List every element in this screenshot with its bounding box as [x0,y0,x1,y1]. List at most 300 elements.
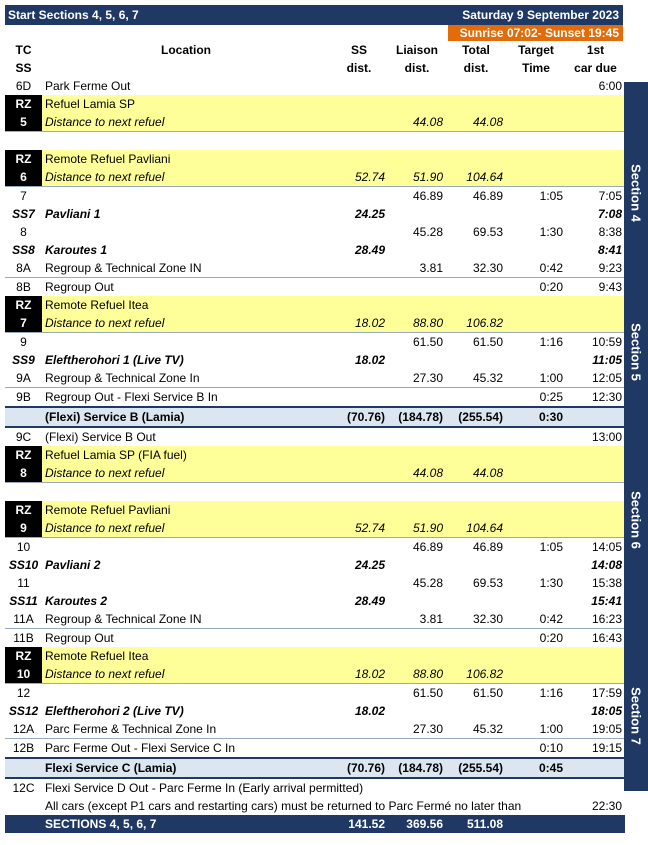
first-car-due-cell: 7:08 [597,207,622,221]
location-cell: Park Ferme Out [45,79,131,93]
first-car-due-cell [566,501,625,519]
first-car-due-cell [566,296,625,314]
total-dist-cell [446,739,506,759]
liaison-dist-cell: (184.78) [388,407,446,427]
target-time-cell: 1:16 [506,684,566,703]
header-bar [5,5,623,25]
tc-cell: 8B [5,278,42,297]
table-row [5,647,625,665]
location-cell: Flexi Service D Out - Parc Ferme In (Early arrival permitted) [42,778,330,797]
location-cell [42,187,330,206]
total-dist-cell [446,77,506,95]
liaison-dist-cell [388,95,446,113]
total-dist-cell [446,556,506,574]
liaison-dist-cell [388,132,446,151]
first-car-due-cell [566,113,625,132]
target-time-cell [506,113,566,132]
first-car-due-cell: 13:00 [566,427,625,446]
total-dist-cell [446,296,506,314]
liaison-dist-cell: 27.30 [412,722,443,736]
tc-cell: 8 [5,464,42,483]
ss-dist-cell: 28.49 [354,243,385,257]
tc-cell: 9 [5,519,42,538]
location-cell: Eleftherohori 2 (Live TV) [45,704,184,718]
first-car-due-cell [566,150,625,168]
total-dist-cell: 69.53 [472,225,503,239]
table-row [5,720,625,739]
total-dist-cell [446,647,506,665]
total-dist-cell: 106.82 [446,314,506,333]
table-row [5,77,625,95]
target-time-cell [506,501,566,519]
table-row [5,629,625,648]
ss-dist-cell [330,333,388,352]
first-car-due-cell [566,647,625,665]
location-cell: Remote Refuel Pavliani [42,150,330,168]
tc-cell: RZ [5,446,42,464]
target-time-cell [506,77,566,95]
ss-dist-cell [330,720,388,739]
first-car-due-cell: 16:23 [591,612,622,626]
col-header-liaison-2: dist. [404,61,430,75]
ss-dist-cell: 24.25 [354,558,385,572]
location-cell: Regroup Out [42,278,330,297]
table-row [5,702,625,720]
tc-cell: 8A [16,261,31,275]
location-cell: (Flexi) Service B (Lamia) [42,407,330,427]
ss-dist-cell [330,132,388,151]
target-time-cell: 1:00 [539,371,563,385]
target-time-cell [506,647,566,665]
header-title: Start Sections 4, 5, 6, 7 [8,8,139,22]
target-time-cell [506,592,566,610]
table-row [5,407,625,427]
target-time-cell: 0:25 [506,388,566,408]
column-header-row-2 [5,59,625,77]
location-cell: Regroup & Technical Zone In [45,371,200,385]
table-row [5,610,625,629]
location-cell [42,684,330,703]
ss-dist-cell [330,538,388,557]
first-car-due-cell: 18:05 [591,704,622,718]
first-car-due-cell: 14:05 [566,538,625,557]
tc-cell: 12B [5,739,42,759]
table-row [5,815,625,833]
location-cell: Refuel Lamia SP (FIA fuel) [42,446,330,464]
total-dist-cell [446,150,506,168]
target-time-cell [506,296,566,314]
ss-dist-cell [330,629,388,648]
first-car-due-cell [566,815,625,833]
table-row [5,758,625,778]
target-time-cell [506,314,566,333]
location-cell [42,223,330,241]
first-car-due-cell [566,132,625,151]
tc-cell: RZ [5,95,42,113]
target-time-cell: 1:16 [506,333,566,352]
table-row [5,483,625,502]
col-header-ss: SS [350,43,367,57]
target-time-cell: 0:42 [539,612,563,626]
target-time-cell [506,205,566,223]
liaison-dist-cell: 369.56 [388,815,446,833]
location-cell: Remote Refuel Pavliani [42,501,330,519]
ss-dist-cell: 24.25 [354,207,385,221]
total-dist-cell [446,501,506,519]
table-row [5,739,625,759]
target-time-cell [506,464,566,483]
first-car-due-cell: 22:30 [591,799,622,813]
liaison-dist-cell [388,702,446,720]
liaison-dist-cell: 88.80 [388,314,446,333]
ss-dist-cell: 52.74 [330,519,388,538]
tc-cell: 7 [5,187,42,206]
total-dist-cell: 61.50 [446,333,506,352]
ss-dist-cell [330,95,388,113]
tc-cell: SS8 [12,243,35,257]
table-row [5,241,625,259]
first-car-due-cell: 16:43 [566,629,625,648]
ss-dist-cell [330,574,388,592]
table-row [5,223,625,241]
location-cell: Regroup & Technical Zone IN [45,612,202,626]
target-time-cell: 0:45 [506,758,566,778]
table-row [5,205,625,223]
section-label: Section 5 [628,322,644,381]
ss-dist-cell [330,739,388,759]
location-cell: Regroup Out [42,629,330,648]
location-cell: Pavliani 1 [45,207,101,221]
ss-dist-cell: 18.02 [354,353,385,367]
table-row [5,388,625,408]
section-4-band [624,82,648,304]
table-row [5,369,625,388]
target-time-cell: 1:30 [539,576,563,590]
section-label: Section 7 [628,687,644,745]
tc-cell: RZ [5,647,42,665]
col-header-tc: TC [15,43,32,57]
table-row [5,296,625,314]
location-cell: Karoutes 1 [45,243,108,257]
liaison-dist-cell: 45.28 [412,225,443,239]
tc-cell: 11 [17,576,30,590]
first-car-due-cell [566,168,625,187]
table-row [5,150,625,168]
tc-cell: 5 [5,113,42,132]
col-header-target: Target [518,43,554,57]
tc-cell: 6 [5,168,42,187]
liaison-dist-cell [388,778,446,797]
liaison-dist-cell: 51.90 [388,168,446,187]
location-cell: (Flexi) Service B Out [42,427,330,446]
table-row [5,778,625,797]
tc-cell [5,758,42,778]
total-dist-cell: 44.08 [446,464,506,483]
total-dist-cell [446,446,506,464]
table-row [5,501,625,519]
first-car-due-cell: 15:41 [591,594,622,608]
liaison-dist-cell [388,592,446,610]
tc-cell: RZ [5,501,42,519]
total-dist-cell: 45.32 [472,722,503,736]
target-time-cell [506,519,566,538]
liaison-dist-cell: 46.89 [388,538,446,557]
liaison-dist-cell: 27.30 [412,371,443,385]
col-header-target-2: Time [522,61,550,75]
table-row [5,538,625,557]
first-car-due-cell: 9:43 [566,278,625,297]
total-dist-cell: 511.08 [446,815,506,833]
table-row [5,519,625,538]
tc-cell: 9 [5,333,42,352]
itinerary-body [5,77,625,833]
total-dist-cell: 106.82 [446,665,506,684]
tc-cell: SS10 [8,558,39,572]
first-car-due-cell [566,407,625,427]
col-header-due-2: car due [574,61,617,75]
location-cell: Distance to next refuel [42,314,330,333]
tc-cell: 12A [12,722,35,736]
table-row [5,168,625,187]
liaison-dist-cell: 44.08 [388,464,446,483]
target-time-cell [506,446,566,464]
first-car-due-cell: 11:05 [592,353,622,367]
target-time-cell [506,556,566,574]
table-row [5,427,625,446]
total-dist-cell: 46.89 [446,538,506,557]
liaison-dist-cell [388,483,446,502]
total-dist-cell [446,592,506,610]
total-dist-cell: 46.89 [446,187,506,206]
liaison-dist-cell [388,77,446,95]
liaison-dist-cell: 88.80 [388,665,446,684]
ss-dist-cell [330,464,388,483]
total-dist-cell [446,351,506,369]
total-dist-cell [446,241,506,259]
table-row [5,95,625,113]
total-dist-cell [446,629,506,648]
tc-cell: SS12 [8,704,39,718]
ss-dist-cell [330,483,388,502]
first-car-due-cell [566,519,625,538]
ss-dist-cell [330,647,388,665]
tc-cell: SS9 [12,353,35,367]
first-car-due-cell [566,314,625,333]
liaison-dist-cell [388,388,446,408]
first-car-due-cell: 6:00 [598,79,622,93]
sun-times-bar [448,25,623,41]
location-cell: Karoutes 2 [45,594,108,608]
location-cell: Pavliani 2 [45,558,101,572]
section-label: Section 6 [628,491,644,549]
location-cell: Parc Ferme & Technical Zone In [45,722,217,736]
table-row [5,592,625,610]
total-dist-cell: (255.54) [446,758,506,778]
liaison-dist-cell [388,739,446,759]
tc-cell: 6D [15,79,32,93]
location-cell: Regroup & Technical Zone IN [45,261,202,275]
location-cell: Distance to next refuel [42,168,330,187]
target-time-cell [506,665,566,684]
target-time-cell: 0:42 [539,261,563,275]
liaison-dist-cell [388,501,446,519]
location-cell: Eleftherohori 1 (Live TV) [45,353,184,367]
ss-dist-cell [330,684,388,703]
location-cell: Flexi Service C (Lamia) [42,758,330,778]
ss-dist-cell [330,610,388,629]
tc-cell: 7 [5,314,42,333]
col-header-liaison: Liaison [395,43,438,57]
ss-dist-cell: 18.02 [354,704,385,718]
header-date: Saturday 9 September 2023 [462,8,619,22]
location-cell [42,333,330,352]
total-dist-cell [446,483,506,502]
total-dist-cell [446,427,506,446]
table-row [5,333,625,352]
total-dist-cell: 32.30 [472,261,503,275]
target-time-cell [506,778,566,797]
ss-dist-cell: (70.76) [330,758,388,778]
ss-dist-cell: (70.76) [330,407,388,427]
ss-dist-cell [330,296,388,314]
liaison-dist-cell [388,296,446,314]
ss-dist-cell [330,259,388,278]
liaison-dist-cell [388,241,446,259]
first-car-due-cell [566,446,625,464]
target-time-cell [506,132,566,151]
table-row [5,187,625,206]
table-row [5,797,625,815]
location-cell: Distance to next refuel [42,113,330,132]
location-cell: Distance to next refuel [42,464,330,483]
ss-dist-cell [330,77,388,95]
liaison-dist-cell [388,647,446,665]
first-car-due-cell [566,778,625,797]
ss-dist-cell: 28.49 [354,594,385,608]
liaison-dist-cell [388,427,446,446]
location-cell: Remote Refuel Itea [42,296,330,314]
first-car-due-cell: 12:30 [566,388,625,408]
target-time-cell: 0:30 [506,407,566,427]
ss-dist-cell [330,187,388,206]
ss-dist-cell [330,446,388,464]
first-car-due-cell [566,483,625,502]
location-cell: Regroup Out - Flexi Service B In [42,388,330,408]
total-dist-cell: (255.54) [446,407,506,427]
table-row [5,665,625,684]
first-car-due-cell [566,758,625,778]
total-dist-cell [446,702,506,720]
total-dist-cell: 45.32 [472,371,503,385]
target-time-cell [506,483,566,502]
target-time-cell [506,702,566,720]
tc-cell: 10 [5,538,42,557]
target-time-cell [506,95,566,113]
first-car-due-cell: 12:05 [591,371,622,385]
ss-dist-cell [330,150,388,168]
target-time-cell [506,168,566,187]
table-row [5,314,625,333]
col-header-location-2 [42,59,330,77]
location-cell: Distance to next refuel [42,665,330,684]
tc-cell [5,132,42,151]
target-time-cell: 0:20 [506,278,566,297]
liaison-dist-cell: 45.28 [412,576,443,590]
location-cell: SECTIONS 4, 5, 6, 7 [42,815,330,833]
table-row [5,132,625,151]
ss-dist-cell [330,278,388,297]
table-row [5,684,625,703]
liaison-dist-cell [388,446,446,464]
first-car-due-cell: 15:38 [591,576,622,590]
liaison-dist-cell: 61.50 [388,684,446,703]
tc-cell: SS11 [9,594,38,608]
liaison-dist-cell: 61.50 [388,333,446,352]
tc-cell [5,483,42,502]
tc-cell: 9C [5,427,42,446]
ss-dist-cell: 52.74 [330,168,388,187]
section-5-band [624,304,648,399]
total-dist-cell: 44.08 [446,113,506,132]
ss-dist-cell [330,223,388,241]
liaison-dist-cell [388,150,446,168]
col-header-total-2: dist. [463,61,489,75]
ss-dist-cell [330,113,388,132]
target-time-cell [506,351,566,369]
first-car-due-cell: 14:08 [591,558,622,572]
sun-times: Sunrise 07:02- Sunset 19:45 [459,26,619,40]
location-cell: Parc Ferme Out - Flexi Service C In [42,739,330,759]
first-car-due-cell [566,464,625,483]
tc-cell: RZ [5,296,42,314]
column-header-row-1 [5,41,625,59]
tc-cell: RZ [5,150,42,168]
location-cell: All cars (except P1 cars and restarting cars) must be returned to Parc Fermé no later than [45,799,522,813]
liaison-dist-cell [388,351,446,369]
itinerary-table [5,41,625,833]
target-time-cell [506,241,566,259]
table-row [5,556,625,574]
liaison-dist-cell [388,205,446,223]
ss-dist-cell [330,369,388,388]
liaison-dist-cell [388,278,446,297]
liaison-dist-cell [388,556,446,574]
first-car-due-cell: 19:05 [591,722,622,736]
location-cell [42,538,330,557]
target-time-cell: 1:30 [539,225,563,239]
total-dist-cell [446,278,506,297]
col-header-due: 1st [586,43,605,57]
location-cell: Remote Refuel Itea [42,647,330,665]
location-cell: Refuel Lamia SP [42,95,330,113]
tc-cell: 8 [20,225,27,239]
liaison-dist-cell: 51.90 [388,519,446,538]
first-car-due-cell: 8:41 [597,243,622,257]
section-label: Section 4 [628,164,644,222]
first-car-due-cell: 19:15 [566,739,625,759]
total-dist-cell [446,95,506,113]
tc-cell: 9B [5,388,42,408]
target-time-cell [506,150,566,168]
ss-dist-cell: 141.52 [330,815,388,833]
ss-dist-cell [330,388,388,408]
total-dist-cell [446,132,506,151]
first-car-due-cell: 9:23 [598,261,622,275]
section-7-band [624,641,648,791]
col-header-tc-2: SS [15,61,32,75]
tc-cell: 10 [5,665,42,684]
table-row [5,278,625,297]
